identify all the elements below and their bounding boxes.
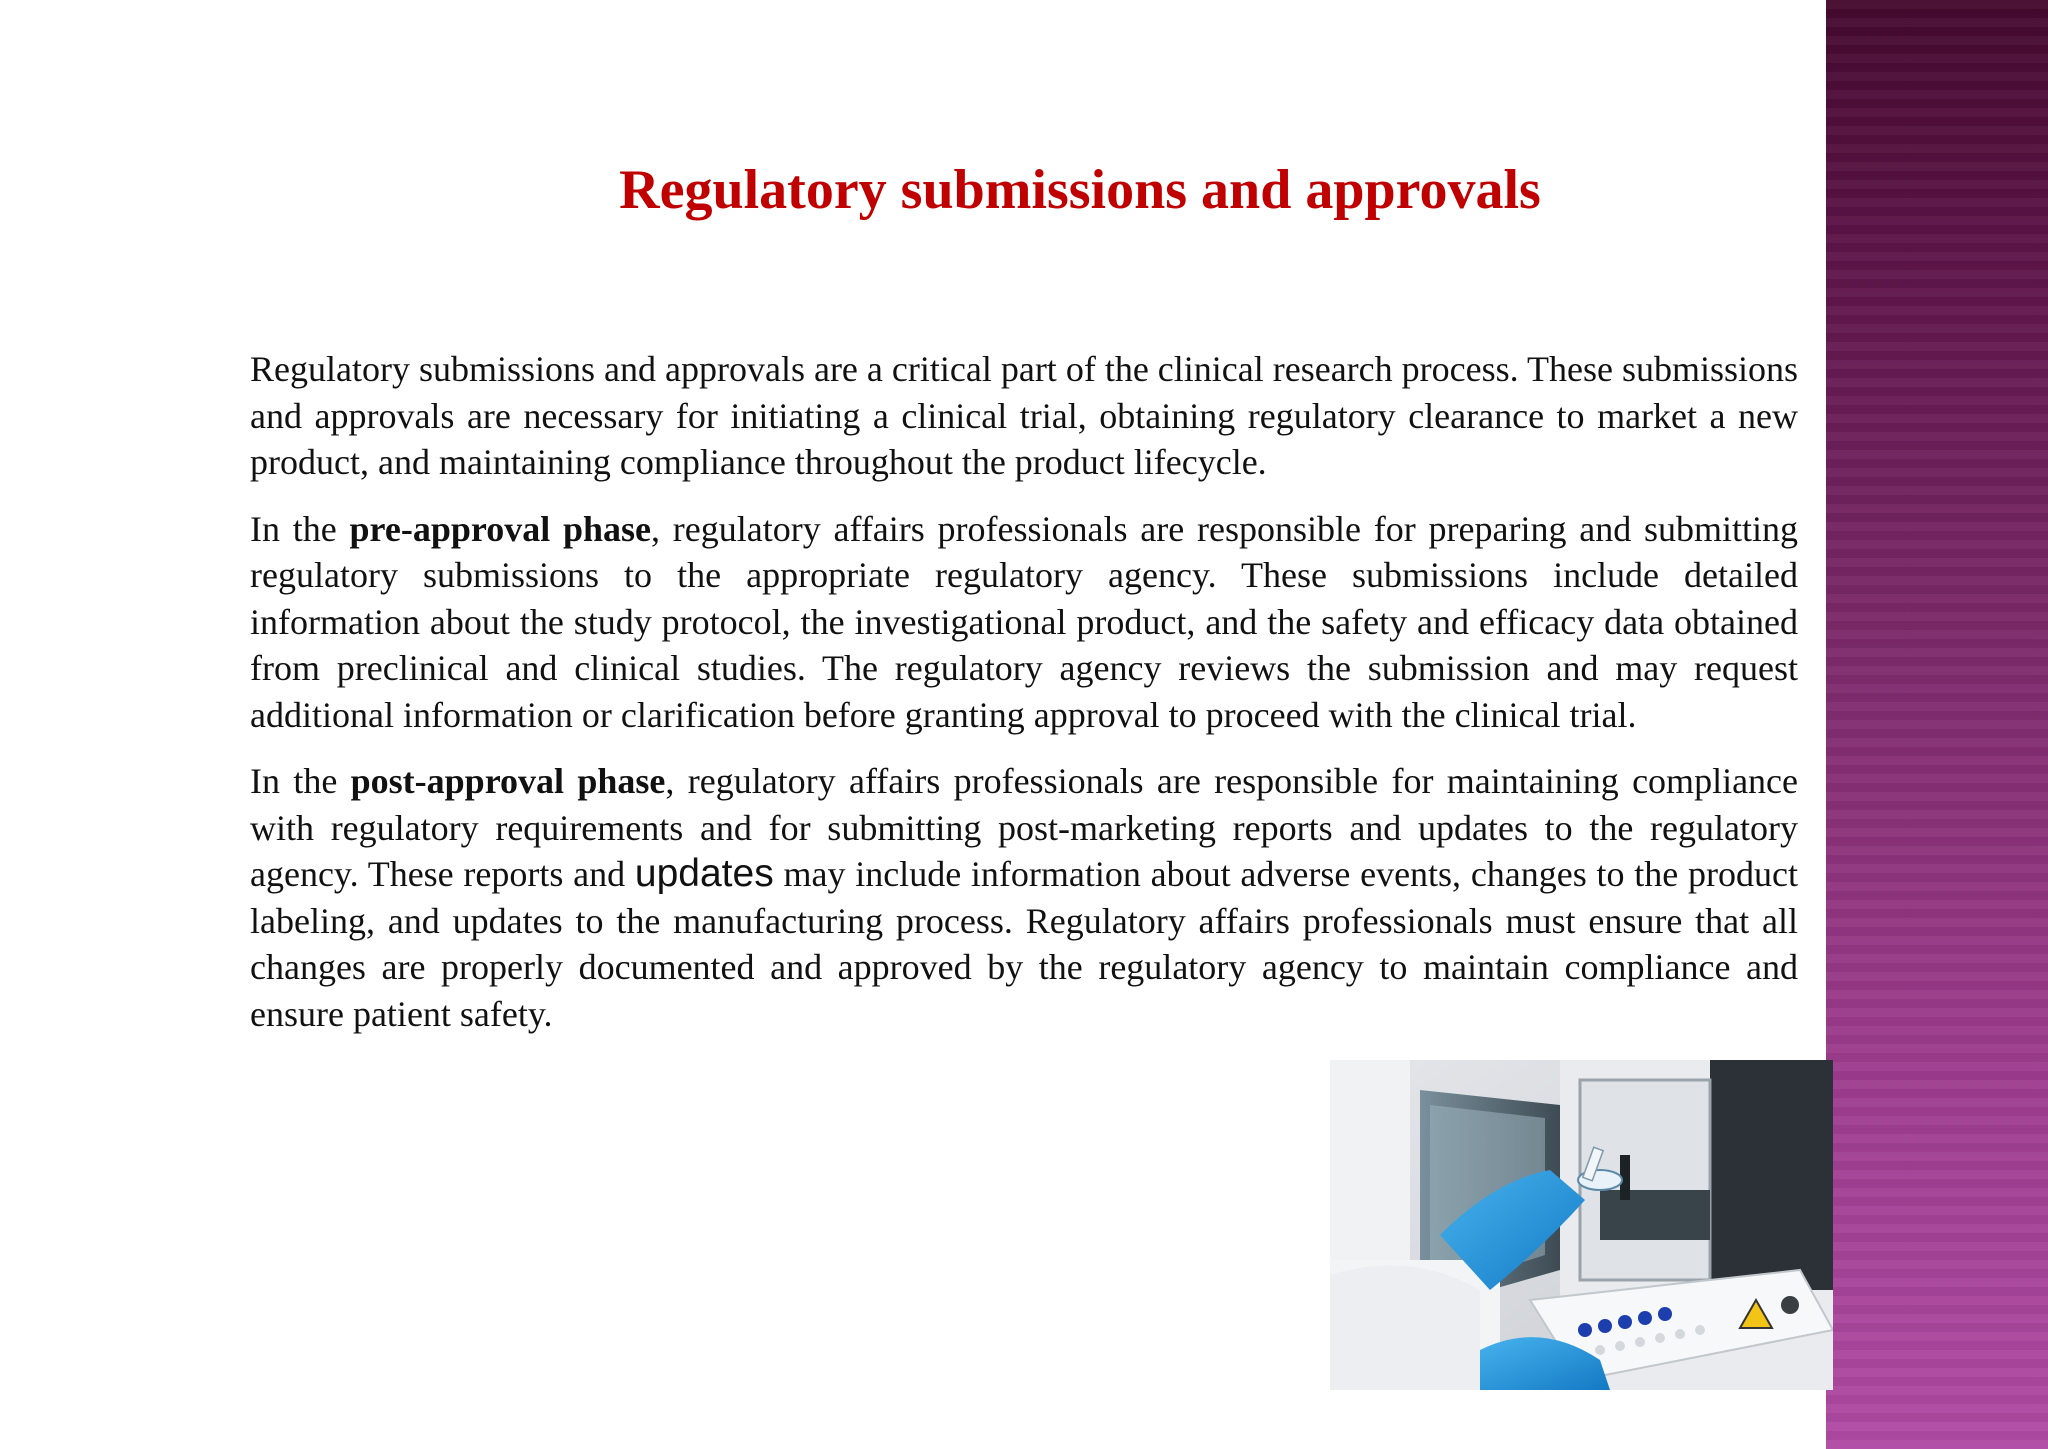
pre-approval-phase-term: pre-approval phase <box>349 508 652 549</box>
slide-body <box>250 346 1798 1057</box>
updates-word: updates <box>634 852 774 895</box>
paragraph-post-approval-text: may include information about adverse events, changes to the product labeling, and updates to the manufacturing process. Regulatory affairs professionals must ensure that all changes are properly documented and approved by the regulatory agency to maintain compliance and ensure patient safety. <box>250 854 1798 1034</box>
paragraph-post-approval-middle: , regulatory affairs professionals are responsible for maintaining compliance with regulatory requirements and for submitting post-marketing reports and updates to the regulatory agency. These reports and <box>250 761 1799 894</box>
paragraph-pre-approval-text: , regulatory affairs professionals are responsible for preparing and submitting regulatory submissions to the appropriate regulatory agency. These submissions include detailed information about the study protocol, the investigational product, and the safety and efficacy data obtained from preclinical and clinical studies. The regulatory agency reviews the submission and may request additional information or clarification before granting approval to proceed with the clinical trial. <box>250 508 1798 735</box>
paragraph-pre-approval-lead: In the <box>250 508 350 549</box>
post-approval-phase-term: post-approval phase <box>350 761 666 801</box>
paragraph-post-approval-lead: In the <box>250 761 351 801</box>
lab-researcher-illustration <box>1330 1060 1833 1390</box>
slide-title: Regulatory submissions and approvals <box>619 159 1541 221</box>
lab-researcher-photo <box>1330 1060 1833 1390</box>
paragraph-post-approval <box>250 758 1798 1037</box>
paragraph-pre-approval <box>250 506 1798 739</box>
paragraph-intro-text: Regulatory submissions and approvals are a critical part of the clinical research process. These submissions and approvals are necessary for initiating a clinical trial, obtaining regulatory clearance to market a new product, and maintaining compliance throughout the product lifecycle. <box>250 349 1798 482</box>
paragraph-intro <box>250 346 1798 486</box>
